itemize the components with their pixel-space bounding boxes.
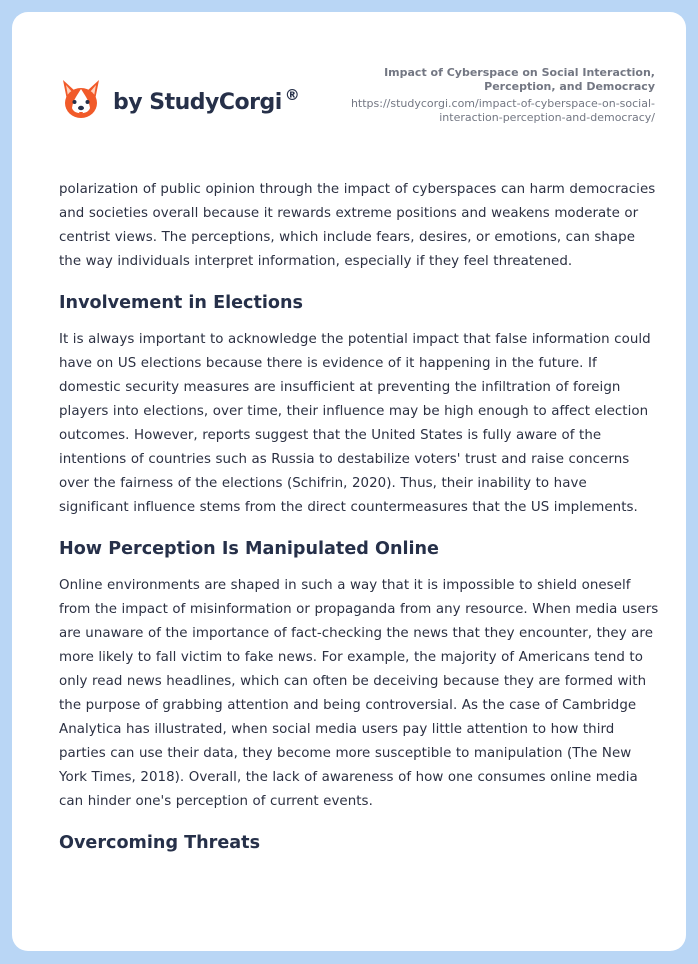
section-heading-perception: How Perception Is Manipulated Online <box>59 539 439 559</box>
document-header <box>310 66 655 125</box>
section-heading-elections: Involvement in Elections <box>59 293 304 313</box>
studycorgi-logo[interactable] <box>60 76 299 122</box>
corgi-logo-icon <box>60 76 102 122</box>
document-page <box>12 12 686 951</box>
section-heading-threats: Overcoming Threats <box>59 833 261 853</box>
article-body <box>59 178 659 855</box>
intro-paragraph: polarization of public opinion through the impact of cyberspaces can harm democracies and societies overall because it rewards extreme positions and weakens moderate or centrist views. The perceptions, which include fears, desires, or emotions, can shape the way individuals interpret information, especially if they feel threatened. <box>59 182 656 269</box>
document-title: Impact of Cyberspace on Social Interaction, Perception, and Democracy <box>384 66 655 93</box>
document-url[interactable]: https://studycorgi.com/impact-of-cyberspace-on-social-interaction-perception-and-democracy/ <box>350 97 655 124</box>
brand-name: by StudyCorgi ® <box>113 85 300 115</box>
registered-mark: ® <box>284 85 300 104</box>
section-paragraph-elections: It is always important to acknowledge the potential impact that false information could have on US elections because there is evidence of it happening in the future. If domestic security measures are insufficient at preventing the infiltration of foreign players into elections, over time, their influence may be high enough to affect election outcomes. However, reports suggest that the United States is fully aware of the intentions of countries such as Russia to destabilize voters' trust and raise concerns over the fairness of the elections (Schifrin, 2020). Thus, their inability to have significant influence stems from the direct countermeasures that the US implements. <box>59 332 651 515</box>
section-paragraph-perception: Online environments are shaped in such a way that it is impossible to shield oneself from the impact of misinformation or propaganda from any resource. When media users are unaware of the importance of fact-checking the news that they encounter, they are more likely to fall victim to fake news. For example, the majority of Americans tend to only read news headlines, which can often be deceiving because they are formed with the purpose of grabbing attention and being controversial. As the case of Cambridge Analytica has illustrated, when social media users pay little attention to how third parties can use their data, they become more susceptible to manipulation (The New York Times, 2018). Overall, the lack of awareness of how one consumes online media can hinder one's perception of current events. <box>59 578 659 809</box>
